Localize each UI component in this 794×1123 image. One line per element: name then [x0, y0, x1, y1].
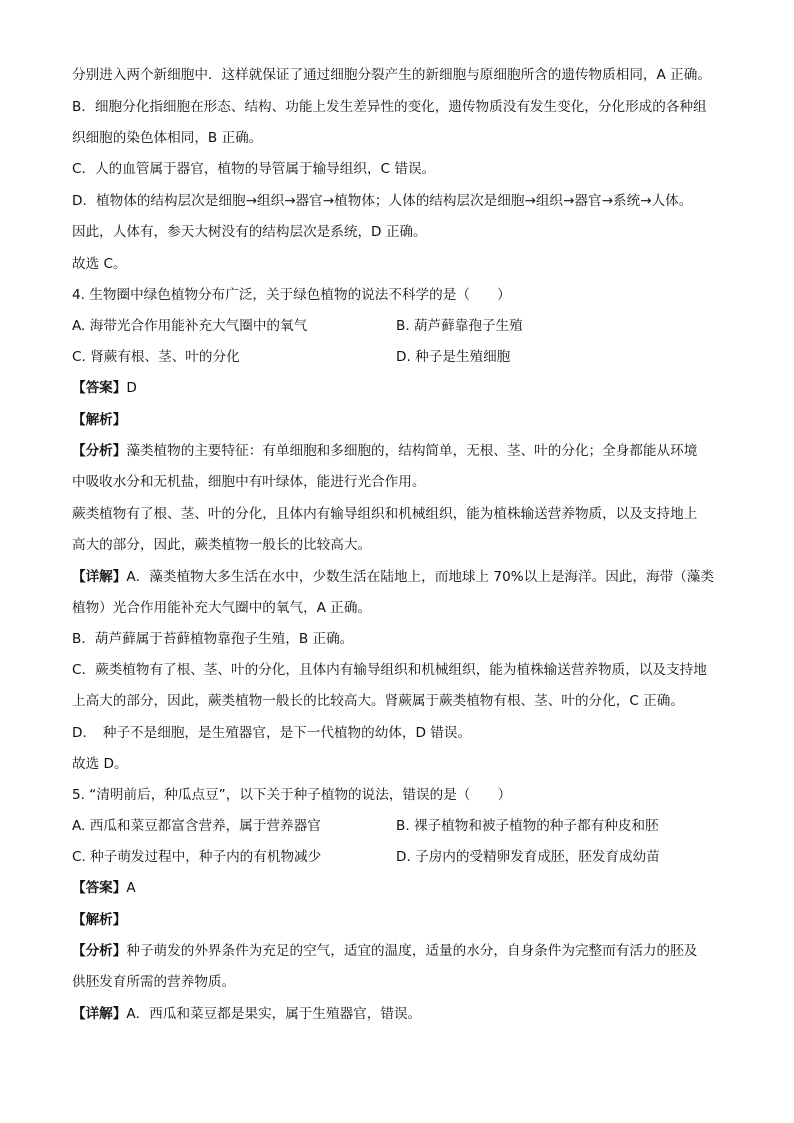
text-line: B．细胞分化指细胞在形态、结构、功能上发生差异性的变化，遗传物质没有发生变化，分化形成的各种组 — [72, 99, 707, 115]
text-line: 因此，人体有，参天大树没有的结构层次是系统，D 正确。 — [72, 224, 427, 240]
q5-analysis-heading — [72, 909, 732, 931]
analysis-tag: 【解析】 — [72, 912, 127, 928]
fenxi-tag: 【分析】 — [72, 943, 127, 959]
q5-option-b: B. 裸子植物和被子植物的种子都有种皮和胚 — [396, 818, 659, 834]
text-line: 植物）光合作用能补充大气圈中的氧气，A 正确。 — [72, 600, 372, 616]
text-line: 分别进入两个新细胞中．这样就保证了通过细胞分裂产生的新细胞与原细胞所含的遗传物质相同，A 正确。 — [72, 67, 711, 83]
text-line: C．蕨类植物有了根、茎、叶的分化，且体内有输导组织和机械组织，能为植株输送营养物质，以及支持地 — [72, 662, 707, 678]
q5-option-d: D. 子房内的受精卵发育成胚，胚发育成幼苗 — [396, 849, 660, 865]
question-4-stem: 4. 生物圈中绿色植物分布广泛，关于绿色植物的说法不科学的是（ ） — [72, 287, 511, 303]
text-line: D． 种子不是细胞，是生殖器官，是下一代植物的幼体，D 错误。 — [72, 725, 472, 741]
text-line: 织细胞的染色体相同，B 正确。 — [72, 130, 263, 146]
q4-analysis-heading — [72, 409, 732, 431]
q4-option-a: A. 海带光合作用能补充大气圈中的氧气 — [72, 318, 308, 334]
xiangjie-text: A．西瓜和菜豆都是果实，属于生殖器官，错误。 — [126, 1006, 422, 1022]
q4-xiangjie-line — [72, 566, 732, 588]
q4-option-d: D. 种子是生殖细胞 — [396, 349, 511, 365]
text-line: D．植物体的结构层次是细胞→组织→器官→植物体；人体的结构层次是细胞→组织→器官→系统→人体。 — [72, 193, 693, 209]
fenxi-text: 藻类植物的主要特征：有单细胞和多细胞的，结构简单，无根、茎、叶的分化；全身都能从环境 — [126, 443, 698, 459]
q5-answer — [72, 877, 732, 899]
q4-fenxi-line — [72, 440, 732, 462]
text-line: 上高大的部分，因此，蕨类植物一般长的比较高大。肾蕨属于蕨类植物有根、茎、叶的分化，C 正确。 — [72, 693, 684, 709]
text-line: 故选 C。 — [72, 256, 127, 272]
text-line: 故选 D。 — [72, 756, 128, 772]
q5-option-c: C. 种子萌发过程中，种子内的有机物减少 — [72, 849, 322, 865]
question-5-stem: 5. “清明前后，种瓜点豆”，以下关于种子植物的说法，错误的是（ ） — [72, 787, 512, 803]
answer-tag: 【答案】 — [72, 880, 127, 896]
fenxi-tag: 【分析】 — [72, 443, 127, 459]
q5-option-a: A. 西瓜和菜豆都富含营养，属于营养器官 — [72, 818, 321, 834]
analysis-tag: 【解析】 — [72, 412, 127, 428]
fenxi-text: 种子萌发的外界条件为充足的空气，适宜的温度，适量的水分，自身条件为完整而有活力的胚及 — [126, 943, 698, 959]
answer-value: D — [126, 380, 137, 396]
text-line: C．人的血管属于器官，植物的导管属于输导组织，C 错误。 — [72, 161, 436, 177]
q5-xiangjie-line — [72, 1003, 732, 1025]
answer-value: A — [126, 880, 136, 896]
xiangjie-tag: 【详解】 — [72, 1006, 127, 1022]
q4-option-c: C. 肾蕨有根、茎、叶的分化 — [72, 349, 240, 365]
text-line: 中吸收水分和无机盐，细胞中有叶绿体，能进行光合作用。 — [72, 474, 426, 490]
answer-tag: 【答案】 — [72, 380, 127, 396]
q4-answer — [72, 377, 732, 399]
text-line: 蕨类植物有了根、茎、叶的分化，且体内有输导组织和机械组织，能为植株输送营养物质，以及支持地上 — [72, 506, 698, 522]
text-line: 供胚发育所需的营养物质。 — [72, 974, 236, 990]
q4-option-b: B. 葫芦藓靠孢子生殖 — [396, 318, 523, 334]
text-line: 高大的部分，因此，蕨类植物一般长的比较高大。 — [72, 537, 372, 553]
xiangjie-tag: 【详解】 — [72, 569, 127, 585]
q5-fenxi-line — [72, 940, 732, 962]
xiangjie-text: A．藻类植物大多生活在水中，少数生活在陆地上，而地球上 70%以上是海洋。因此，海带（藻类 — [126, 569, 714, 585]
text-line: B．葫芦藓属于苔藓植物靠孢子生殖，B 正确。 — [72, 631, 354, 647]
